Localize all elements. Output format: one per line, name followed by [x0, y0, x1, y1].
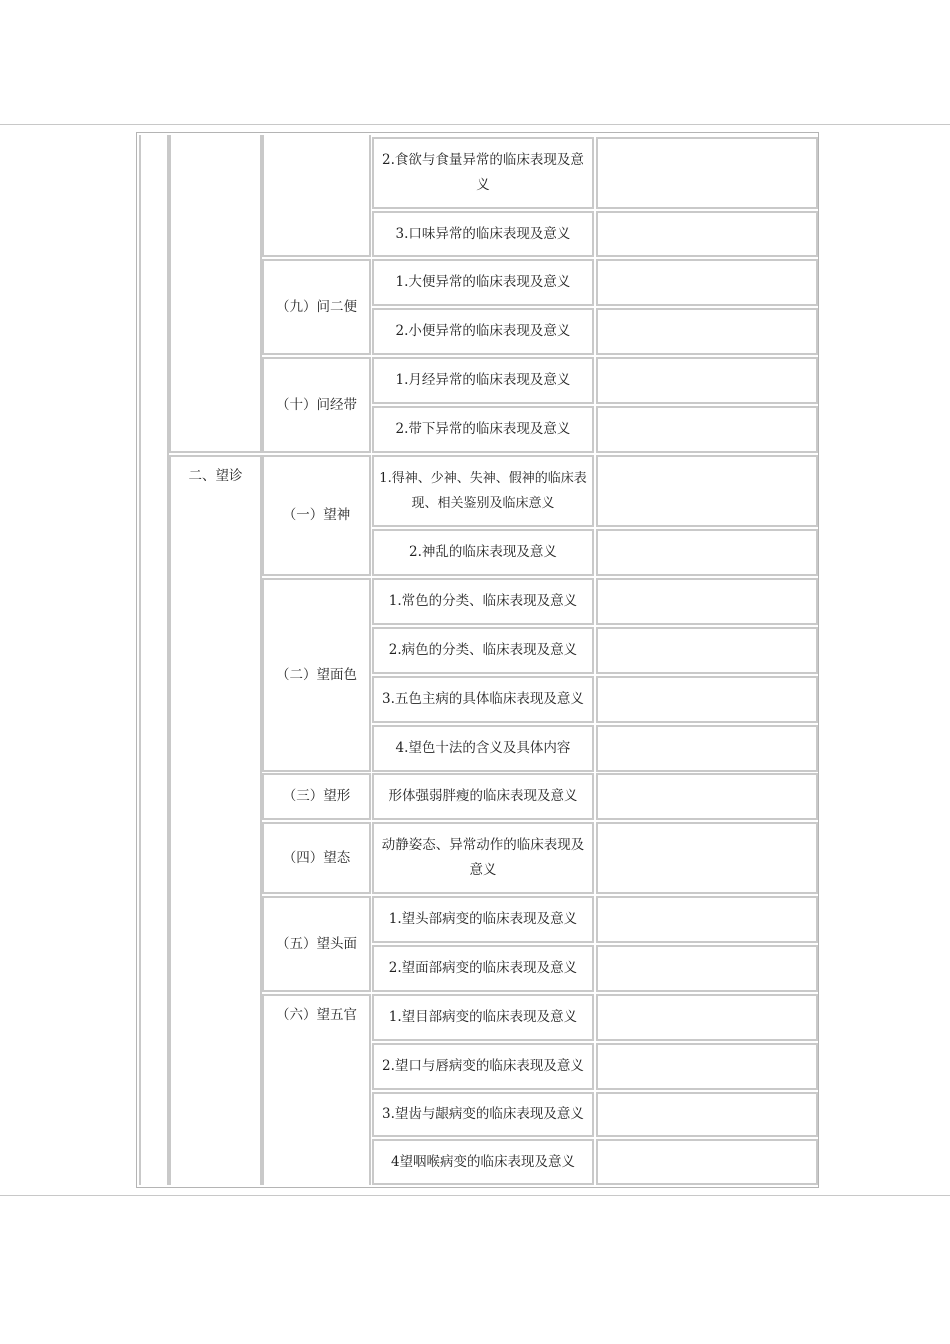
item-text: 1.常色的分类、临床表现及意义 [388, 593, 578, 609]
item-cell [372, 211, 594, 257]
blank-cell [596, 1139, 818, 1185]
blank-cell [596, 773, 818, 820]
subsection-label: （三）望形 [282, 788, 351, 804]
item-text: 2.病色的分类、临床表现及意义 [388, 642, 578, 658]
item-cell [372, 822, 594, 894]
blank-cell [596, 1043, 818, 1090]
subsection-label: （九）问二便 [276, 298, 357, 315]
subsection-cell-wenjingdai [262, 357, 371, 453]
blank-cell [596, 137, 818, 209]
item-text: 4望咽喉病变的临床表现及意义 [390, 1153, 576, 1170]
item-text: 2.食欲与食量异常的临床表现及意义 [382, 152, 584, 193]
unit-column-cell [139, 135, 169, 1185]
subsection-cell-wangwuguan [262, 994, 371, 1185]
blank-cell [596, 627, 818, 674]
subsection-cell-wangshen [262, 455, 371, 576]
item-cell [372, 676, 594, 723]
blank-cell [596, 211, 818, 257]
item-text: 动静姿态、异常动作的临床表现及意义 [381, 837, 585, 878]
item-text: 2.带下异常的临床表现及意义 [395, 421, 571, 437]
item-cell [372, 529, 594, 576]
blank-cell [596, 896, 818, 943]
item-cell [372, 455, 594, 527]
blank-cell [596, 308, 818, 355]
item-cell [372, 578, 594, 625]
subsection-cell-wangmianse [262, 578, 371, 772]
item-text: 2.望面部病变的临床表现及意义 [388, 960, 578, 976]
blank-cell [596, 578, 818, 625]
bottom-divider [0, 1195, 950, 1196]
item-text: 2.望口与唇病变的临床表现及意义 [382, 1058, 584, 1074]
subsection-label: （十）问经带 [276, 396, 357, 413]
item-cell [372, 137, 594, 209]
item-text: 3.五色主病的具体临床表现及意义 [382, 691, 584, 707]
item-cell [372, 1139, 594, 1185]
subsection-cell-continued [262, 135, 371, 257]
item-cell [372, 1043, 594, 1090]
subsection-label: （二）望面色 [276, 666, 357, 683]
item-text: 2.小便异常的临床表现及意义 [395, 323, 571, 339]
item-text: 1.望头部病变的临床表现及意义 [388, 911, 578, 927]
item-text: 1.望目部病变的临床表现及意义 [388, 1009, 578, 1025]
blank-cell [596, 725, 818, 772]
section-label: 二、望诊 [188, 468, 243, 484]
item-cell [372, 773, 594, 820]
blank-cell [596, 455, 818, 527]
item-cell [372, 357, 594, 404]
item-cell [372, 308, 594, 355]
item-cell [372, 994, 594, 1041]
section-cell-wangzhen [169, 455, 262, 1185]
item-cell [372, 259, 594, 306]
subsection-label: （四）望态 [282, 849, 351, 866]
item-text: 4.望色十法的含义及具体内容 [395, 740, 571, 756]
subsection-cell-wangtoumian [262, 896, 371, 992]
blank-cell [596, 945, 818, 992]
blank-cell [596, 259, 818, 306]
item-cell [372, 896, 594, 943]
blank-cell [596, 822, 818, 894]
subsection-cell-wangtai [262, 822, 371, 894]
subsection-cell-wangxing [262, 773, 371, 820]
item-text: 形体强弱胖瘦的临床表现及意义 [388, 788, 578, 804]
blank-cell [596, 676, 818, 723]
item-text: 1.大便异常的临床表现及意义 [395, 274, 571, 290]
item-cell [372, 725, 594, 772]
item-text: 3.口味异常的临床表现及意义 [395, 225, 571, 242]
item-text: 1.得神、少神、失神、假神的临床表现、相关鉴别及临床意义 [379, 471, 587, 511]
blank-cell [596, 357, 818, 404]
item-text: 3.望齿与龈病变的临床表现及意义 [382, 1106, 584, 1122]
subsection-label: （一）望神 [282, 507, 351, 523]
item-cell [372, 945, 594, 992]
item-cell [372, 406, 594, 453]
top-divider [0, 124, 950, 125]
subsection-label: （五）望头面 [276, 935, 357, 952]
item-text: 2.神乱的临床表现及意义 [409, 544, 557, 560]
item-text: 1.月经异常的临床表现及意义 [395, 372, 571, 388]
blank-cell [596, 406, 818, 453]
item-cell [372, 1092, 594, 1137]
blank-cell [596, 994, 818, 1041]
subsection-label: （六）望五官 [276, 1007, 357, 1023]
blank-cell [596, 529, 818, 576]
blank-cell [596, 1092, 818, 1137]
subsection-cell-wenerbian [262, 259, 371, 355]
section-cell-continued [169, 135, 262, 453]
item-cell [372, 627, 594, 674]
